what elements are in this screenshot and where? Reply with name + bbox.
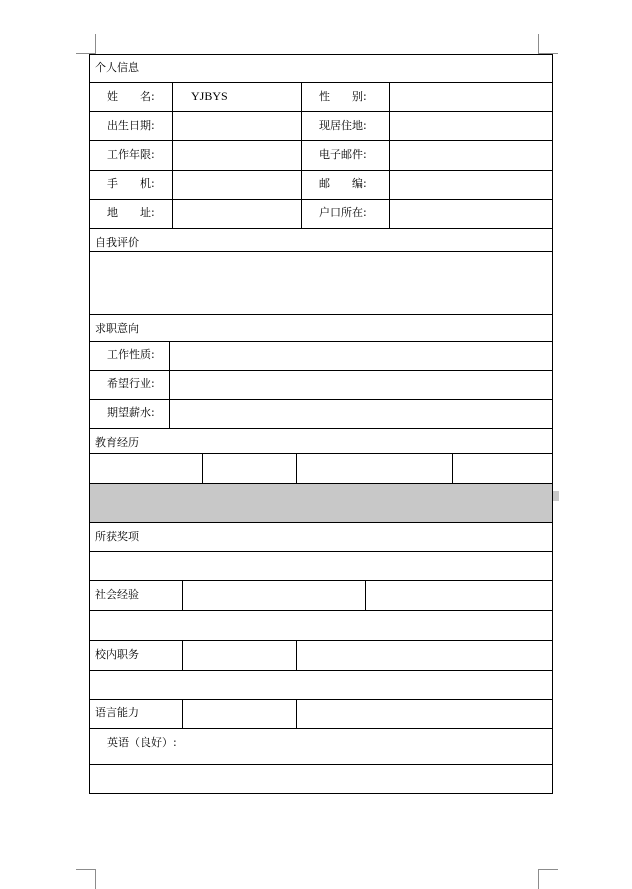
social-experience-field[interactable] xyxy=(90,611,552,640)
name-value[interactable]: YJBYS xyxy=(191,89,228,103)
row-divider xyxy=(89,728,553,729)
row-divider xyxy=(89,399,553,400)
row-divider xyxy=(89,522,553,523)
col-divider xyxy=(296,640,297,670)
hukou-label: 户口所在: xyxy=(319,206,367,219)
section-awards: 所获奖项 xyxy=(95,530,139,543)
self-evaluation-field[interactable] xyxy=(90,252,552,314)
crop-mark xyxy=(76,869,96,870)
section-personal-info: 个人信息 xyxy=(95,61,139,74)
row-divider xyxy=(89,199,553,200)
section-education: 教育经历 xyxy=(95,436,139,449)
col-divider xyxy=(452,453,453,483)
row-divider xyxy=(89,370,553,371)
crop-mark xyxy=(538,34,539,54)
campus-positions-field[interactable] xyxy=(90,671,552,699)
row-divider xyxy=(89,341,553,342)
row-divider xyxy=(89,314,553,315)
shaded-row-overflow xyxy=(553,491,559,501)
col-divider xyxy=(296,699,297,728)
industry-label: 希望行业: xyxy=(107,377,155,390)
row-divider xyxy=(89,140,553,141)
section-self-evaluation: 自我评价 xyxy=(95,236,139,249)
crop-mark xyxy=(538,869,558,870)
crop-mark xyxy=(95,34,96,54)
postcode-label: 邮 编: xyxy=(319,177,367,190)
col-divider xyxy=(182,640,183,670)
section-campus-positions: 校内职务 xyxy=(95,648,139,661)
col-divider xyxy=(365,580,366,610)
job-type-label: 工作性质: xyxy=(107,348,155,361)
row-divider xyxy=(89,82,553,83)
col-divider xyxy=(182,699,183,728)
col-divider xyxy=(169,341,170,428)
crop-mark xyxy=(538,869,539,889)
work-years-label: 工作年限: xyxy=(107,148,155,161)
phone-label: 手 机: xyxy=(107,177,155,190)
address-label: 地 址: xyxy=(107,206,155,219)
birth-date-label: 出生日期: xyxy=(107,119,155,132)
row-divider xyxy=(89,428,553,429)
row-divider xyxy=(89,453,553,454)
row-divider xyxy=(89,640,553,641)
col-divider xyxy=(202,453,203,483)
col-divider xyxy=(296,453,297,483)
residence-label: 现居住地: xyxy=(319,119,367,132)
language-notes-field[interactable] xyxy=(90,765,552,793)
name-label: 姓 名: xyxy=(107,90,155,103)
col-divider xyxy=(172,82,173,228)
col-divider xyxy=(182,580,183,610)
row-divider xyxy=(89,483,553,484)
col-divider xyxy=(389,82,390,228)
salary-label: 期望薪水: xyxy=(107,406,155,419)
section-social-experience: 社会经验 xyxy=(95,588,139,601)
awards-field[interactable] xyxy=(90,552,552,580)
email-label: 电子邮件: xyxy=(319,148,367,161)
row-divider xyxy=(89,580,553,581)
row-divider xyxy=(89,111,553,112)
gender-label: 性 别: xyxy=(319,90,367,103)
english-level: 英语（良好）: xyxy=(107,736,177,749)
section-language-skills: 语言能力 xyxy=(95,706,139,719)
col-divider xyxy=(301,82,302,228)
crop-mark xyxy=(95,869,96,889)
row-divider xyxy=(89,170,553,171)
row-divider xyxy=(89,699,553,700)
row-divider xyxy=(89,228,553,229)
section-job-intention: 求职意向 xyxy=(95,322,139,335)
